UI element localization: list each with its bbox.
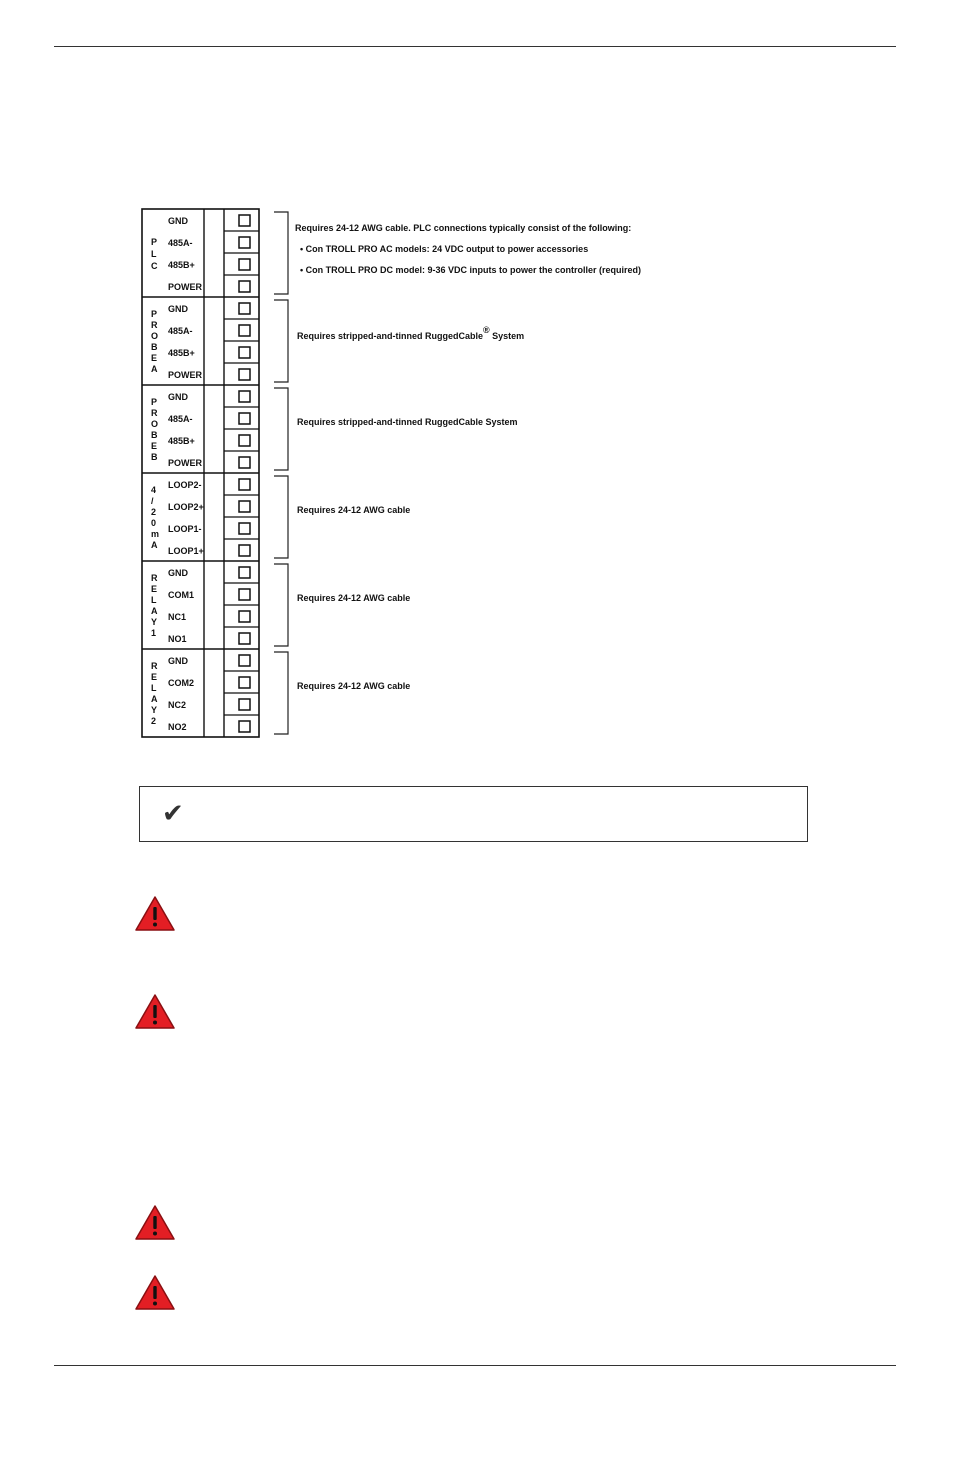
group-bracket — [274, 300, 288, 382]
screw-terminal-icon — [239, 391, 250, 402]
description-bullet: • Con TROLL PRO DC model: 9-36 VDC inputs to power the controller (required) — [300, 265, 642, 275]
screw-terminal-icon — [239, 721, 250, 732]
group-description: Requires stripped-and-tinned RuggedCable System — [297, 417, 518, 427]
terminal-group — [142, 297, 524, 382]
pin-label: 485A- — [168, 326, 193, 336]
group-letter: 2 — [151, 716, 157, 726]
group-description: Requires 24-12 AWG cable. PLC connections typically consist of the following: — [295, 223, 632, 233]
group-letter: Y — [151, 617, 158, 627]
screw-terminal-icon — [239, 479, 250, 490]
group-letter: L — [151, 683, 157, 693]
warning-icon — [134, 1274, 176, 1312]
pin-label: 485A- — [168, 238, 193, 248]
group-letter: L — [151, 595, 157, 605]
group-description: Requires 24-12 AWG cable — [297, 505, 411, 515]
group-letter: 1 — [151, 628, 157, 638]
screw-terminal-icon — [239, 633, 250, 644]
screw-terminal-icon — [239, 215, 250, 226]
pin-label: GND — [168, 656, 188, 666]
group-bracket — [274, 476, 288, 558]
pin-label: GND — [168, 392, 188, 402]
group-description: Requires stripped-and-tinned RuggedCable® System — [297, 325, 525, 341]
screw-terminal-icon — [239, 413, 250, 424]
pin-label: 485B+ — [168, 260, 195, 270]
warning-icon — [134, 993, 176, 1031]
group-letter: A — [151, 694, 158, 704]
screw-terminal-icon — [239, 589, 250, 600]
warning-icon — [134, 895, 176, 933]
pin-label: LOOP1- — [168, 524, 202, 534]
screw-terminal-icon — [239, 501, 250, 512]
group-bracket — [274, 564, 288, 646]
screw-terminal-icon — [239, 655, 250, 666]
pin-label: COM1 — [168, 590, 195, 600]
pin-label: GND — [168, 568, 188, 578]
pin-label: 485B+ — [168, 436, 195, 446]
registered-mark: ® — [483, 325, 490, 335]
checkmark-icon: ✔ — [162, 799, 184, 829]
group-letter: 0 — [151, 518, 157, 528]
group-letter: O — [151, 331, 159, 341]
pin-label: NO1 — [168, 634, 187, 644]
screw-terminal-icon — [239, 523, 250, 534]
screw-terminal-icon — [239, 259, 250, 270]
pin-label: LOOP1+ — [168, 546, 204, 556]
screw-terminal-icon — [239, 435, 250, 446]
pin-label: LOOP2- — [168, 480, 202, 490]
group-letter: m — [151, 529, 160, 539]
group-letter: B — [151, 430, 158, 440]
group-letter: R — [151, 320, 158, 330]
pin-label: COM2 — [168, 678, 195, 688]
terminal-group — [142, 473, 410, 558]
pin-label: POWER — [168, 282, 203, 292]
group-letter: R — [151, 573, 158, 583]
description-bullet: • Con TROLL PRO AC models: 24 VDC output to power accessories — [300, 244, 589, 254]
screw-terminal-icon — [239, 545, 250, 556]
group-letter: 4 — [151, 485, 157, 495]
group-letter: E — [151, 584, 158, 594]
pin-label: GND — [168, 304, 188, 314]
pin-label: NC1 — [168, 612, 187, 622]
group-letter: C — [151, 261, 158, 271]
screw-terminal-icon — [239, 281, 250, 292]
group-bracket — [274, 652, 288, 734]
group-letter: L — [151, 249, 157, 259]
terminal-group — [142, 561, 410, 646]
pin-label: NO2 — [168, 722, 187, 732]
screw-terminal-icon — [239, 325, 250, 336]
group-letter: E — [151, 672, 158, 682]
pin-label: NC2 — [168, 700, 187, 710]
group-letter: E — [151, 353, 158, 363]
screw-terminal-icon — [239, 457, 250, 468]
pin-label: 485B+ — [168, 348, 195, 358]
screw-terminal-icon — [239, 699, 250, 710]
screw-terminal-icon — [239, 677, 250, 688]
group-letter: P — [151, 237, 158, 247]
group-letter: B — [151, 342, 158, 352]
group-letter: P — [151, 309, 158, 319]
header-rule — [54, 46, 896, 47]
group-letter: Y — [151, 705, 158, 715]
pin-label: LOOP2+ — [168, 502, 204, 512]
screw-terminal-icon — [239, 347, 250, 358]
pin-label: POWER — [168, 458, 203, 468]
footer-rule — [54, 1365, 896, 1366]
terminal-block-diagram — [138, 205, 898, 740]
screw-terminal-icon — [239, 303, 250, 314]
group-letter: / — [151, 496, 154, 506]
group-letter: A — [151, 540, 158, 550]
pin-label: 485A- — [168, 414, 193, 424]
group-letter: A — [151, 364, 158, 374]
pin-label: GND — [168, 216, 188, 226]
warning-icon — [134, 1204, 176, 1242]
note-box — [139, 786, 808, 842]
terminal-group — [142, 385, 518, 470]
group-letter: R — [151, 661, 158, 671]
terminal-group — [142, 649, 410, 734]
group-letter: A — [151, 606, 158, 616]
group-letter: 2 — [151, 507, 157, 517]
group-description: Requires 24-12 AWG cable — [297, 593, 411, 603]
group-bracket — [274, 388, 288, 470]
pin-label: POWER — [168, 370, 203, 380]
group-letter: O — [151, 419, 159, 429]
group-description: Requires 24-12 AWG cable — [297, 681, 411, 691]
screw-terminal-icon — [239, 611, 250, 622]
screw-terminal-icon — [239, 237, 250, 248]
screw-terminal-icon — [239, 567, 250, 578]
group-letter: E — [151, 441, 158, 451]
screw-terminal-icon — [239, 369, 250, 380]
group-letter: P — [151, 397, 158, 407]
group-bracket — [274, 212, 288, 294]
group-letter: B — [151, 452, 158, 462]
group-letter: R — [151, 408, 158, 418]
